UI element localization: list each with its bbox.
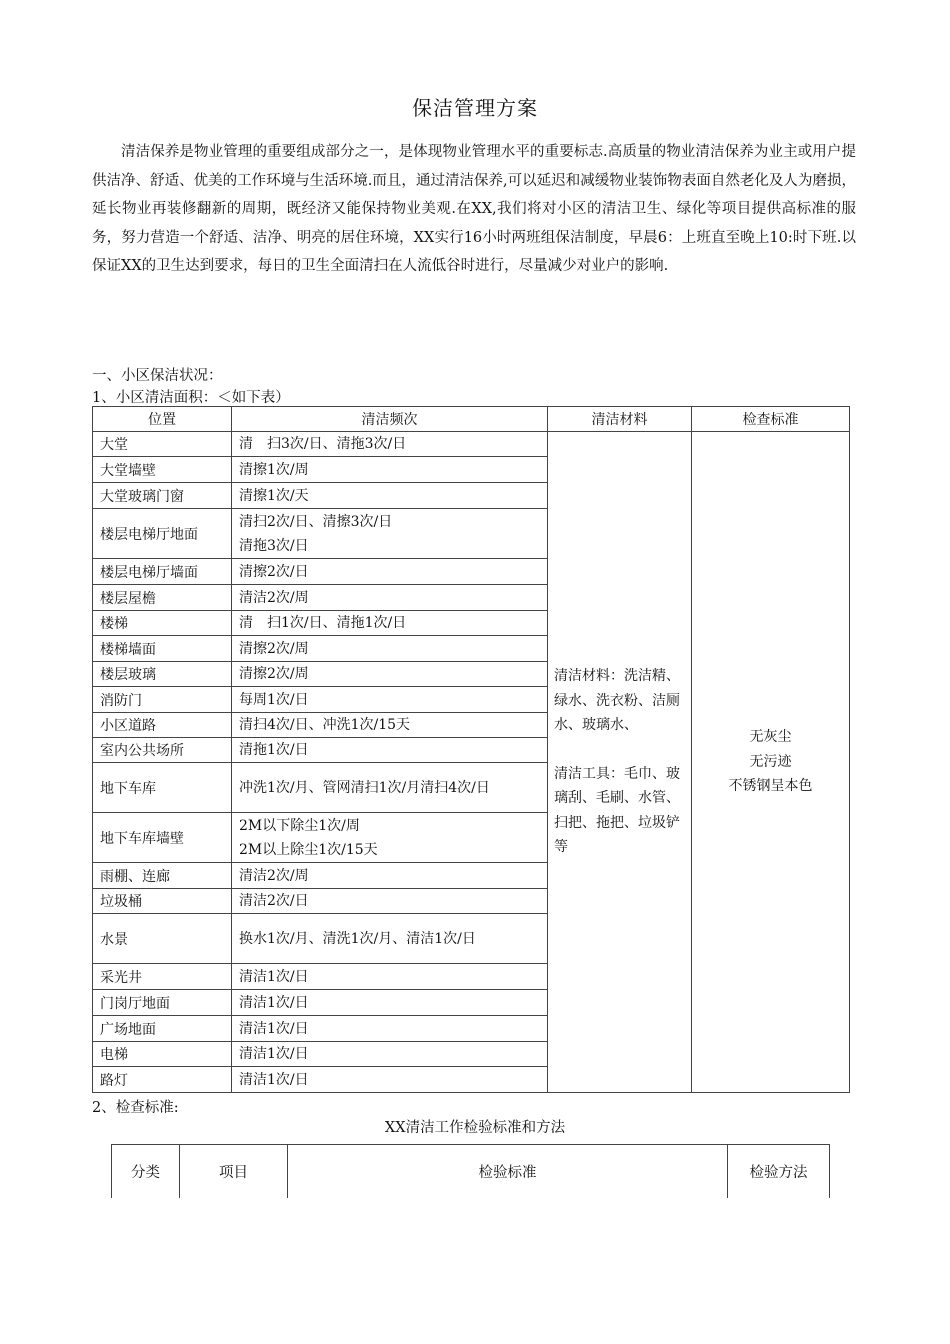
cell-frequency xyxy=(232,964,548,990)
frequency-line: 清扫2次/日、清擦3次/日 xyxy=(239,513,393,530)
cell-location: 垃圾桶 xyxy=(93,889,232,914)
frequency-line: 清扫4次/日、冲洗1次/15天 xyxy=(239,717,411,733)
cell-frequency xyxy=(232,559,548,585)
cell-location: 楼层电梯厅墙面 xyxy=(93,559,232,585)
cell-location: 广场地面 xyxy=(93,1016,232,1042)
cell-location: 门岗厅地面 xyxy=(93,990,232,1016)
header-materials: 清洁材料 xyxy=(548,407,692,432)
frequency-line: 清洁1次/日 xyxy=(239,994,309,1011)
cell-frequency xyxy=(232,662,548,687)
cell-location: 大堂 xyxy=(93,432,232,457)
frequency-line: 清洁2次/周 xyxy=(239,589,309,606)
cell-location: 楼层玻璃 xyxy=(93,662,232,687)
cell-frequency xyxy=(232,483,548,509)
cell-frequency xyxy=(232,1042,548,1067)
cell-frequency xyxy=(232,457,548,483)
table-row xyxy=(93,432,850,457)
header-category: 分类 xyxy=(112,1145,180,1199)
cell-frequency xyxy=(232,990,548,1016)
frequency-line: 清洁1次/日 xyxy=(239,1071,309,1088)
section-heading-2: 2、检查标准: xyxy=(92,1100,179,1116)
frequency-line: 清擦2次/周 xyxy=(239,640,309,657)
frequency-line: 冲洗1次/月、管网清扫1次/月清扫4次/日 xyxy=(239,779,490,796)
section-heading-1: 一、小区保洁状况： xyxy=(92,368,223,384)
cell-frequency xyxy=(232,813,548,863)
frequency-line: 清洁1次/日 xyxy=(239,1020,309,1037)
cell-frequency xyxy=(232,889,548,914)
table-header-row xyxy=(112,1145,830,1199)
cell-location: 大堂墙壁 xyxy=(93,457,232,483)
header-method: 检验方法 xyxy=(728,1145,830,1199)
cleaning-schedule-table xyxy=(92,406,850,1093)
frequency-line: 清 扫1次/日、清拖1次/日 xyxy=(239,615,407,631)
cell-location: 小区道路 xyxy=(93,713,232,738)
cell-frequency xyxy=(232,914,548,964)
cell-location: 路灯 xyxy=(93,1067,232,1093)
cell-frequency xyxy=(232,687,548,713)
cell-frequency xyxy=(232,738,548,763)
cell-frequency xyxy=(232,1067,548,1093)
frequency-line: 清洁1次/日 xyxy=(239,968,309,985)
inspection-standards-table xyxy=(111,1144,830,1198)
cell-frequency xyxy=(232,509,548,559)
cell-location: 室内公共场所 xyxy=(93,738,232,763)
cell-standard xyxy=(692,432,850,1093)
header-location: 位置 xyxy=(93,407,232,432)
frequency-line: 清 扫3次/日、清拖3次/日 xyxy=(239,436,407,452)
cell-frequency xyxy=(232,713,548,738)
cell-frequency xyxy=(232,863,548,889)
header-frequency: 清洁频次 xyxy=(232,407,548,432)
frequency-line: 清洁1次/日 xyxy=(239,1046,309,1062)
cell-location: 地下车库墙壁 xyxy=(93,813,232,863)
frequency-line: 每周1次/日 xyxy=(239,691,309,708)
standard-line: 无污迹 xyxy=(749,753,792,770)
standard-line: 不锈钢呈本色 xyxy=(728,778,813,795)
cell-location: 消防门 xyxy=(93,687,232,713)
frequency-line: 2M以上除尘1次/15天 xyxy=(239,841,378,858)
cell-location: 电梯 xyxy=(93,1042,232,1067)
cell-frequency xyxy=(232,636,548,662)
cell-frequency xyxy=(232,585,548,611)
cell-location: 采光井 xyxy=(93,964,232,990)
cell-location: 楼层屋檐 xyxy=(93,585,232,611)
page-title: 保洁管理方案 xyxy=(412,96,538,120)
frequency-line: 清擦2次/日 xyxy=(239,563,309,580)
cell-location: 楼梯墙面 xyxy=(93,636,232,662)
section-heading-1-1: 1、小区清洁面积：＜如下表） xyxy=(92,390,290,406)
frequency-line: 清洁2次/日 xyxy=(239,893,309,909)
cell-location: 楼梯 xyxy=(93,611,232,636)
standard-line: 无灰尘 xyxy=(749,729,792,746)
cell-location: 水景 xyxy=(93,914,232,964)
header-criteria: 检验标准 xyxy=(288,1145,728,1199)
materials-text: 清洁材料：洗洁精、绿水、洗衣粉、洁厕水、玻璃水、 xyxy=(554,668,680,734)
frequency-line: 清擦1次/天 xyxy=(239,487,309,504)
cell-location: 地下车库 xyxy=(93,763,232,813)
frequency-line: 换水1次/月、清洗1次/月、清洁1次/日 xyxy=(239,930,476,947)
cell-frequency xyxy=(232,1016,548,1042)
tools-text: 清洁工具：毛巾、玻璃刮、毛刷、水管、扫把、拖把、垃圾铲等 xyxy=(554,765,680,856)
frequency-line: 清拖1次/日 xyxy=(239,742,309,758)
intro-paragraph: 清洁保养是物业管理的重要组成部分之一，是体现物业管理水平的重要标志.高质量的物业清洁保养为业主或用户提供洁净、舒适、优美的工作环境与生活环境.而且，通过清洁保养,可以延迟和减缓物业装饰物表面自然老化及人为磨损，延长物业再装修翻新的周期，既经济又能保持物业美观.在XX,我们将对小区的清洁卫生、绿化等项目提供高标准的服务，努力营造一个舒适、洁净、明亮的居住环境，XX实行16小时两班组保洁制度，早晨6：上班直至晚上10:时下班.以保证XX的卫生达到要求，每日的卫生全面清扫在人流低谷时进行，尽量减少对业户的影响. xyxy=(92,144,856,275)
cell-frequency xyxy=(232,432,548,457)
cell-location: 大堂玻璃门窗 xyxy=(93,483,232,509)
cell-materials xyxy=(548,432,692,1093)
frequency-line: 清洁2次/周 xyxy=(239,867,309,884)
frequency-line: 清擦2次/周 xyxy=(239,666,309,682)
frequency-line: 2M以下除尘1次/周 xyxy=(239,817,360,834)
frequency-line: 清拖3次/日 xyxy=(239,537,309,554)
cell-frequency xyxy=(232,763,548,813)
table-header-row xyxy=(93,407,850,432)
cell-location: 楼层电梯厅地面 xyxy=(93,509,232,559)
cell-frequency xyxy=(232,611,548,636)
header-standard: 检查标准 xyxy=(692,407,850,432)
table2-caption: XX清洁工作检验标准和方法 xyxy=(384,1120,566,1136)
cell-location: 雨棚、连廊 xyxy=(93,863,232,889)
frequency-line: 清擦1次/周 xyxy=(239,461,309,478)
header-item: 项目 xyxy=(180,1145,288,1199)
